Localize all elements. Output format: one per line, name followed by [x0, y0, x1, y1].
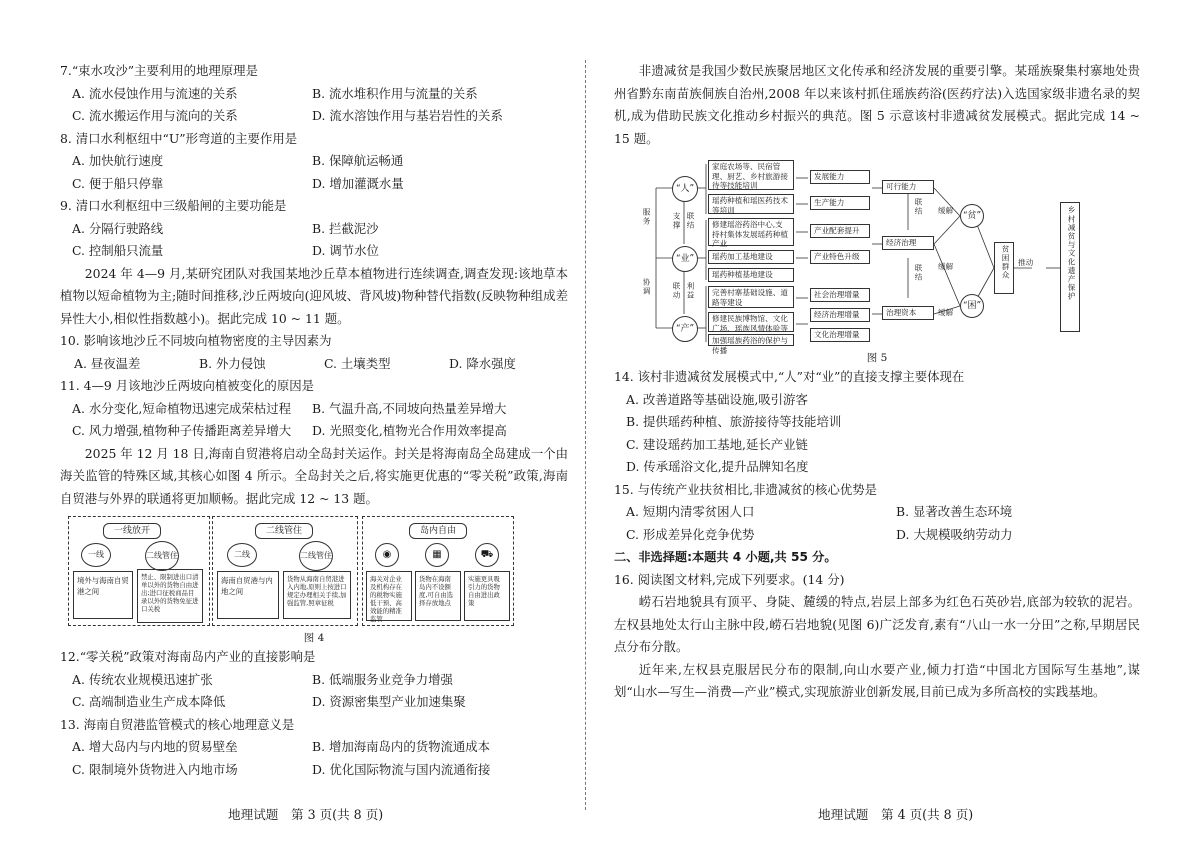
- q11-option-c: C. 风力增强,植物种子传播距离差异增大: [72, 423, 292, 438]
- fig4-panel-2-title: 二线管住: [255, 523, 313, 539]
- q11-option-a: A. 水分变化,短命植物迅速完成荣枯过程: [72, 400, 292, 416]
- right-footer: 地理试题 第 4 页(共 8 页): [818, 807, 974, 822]
- q12-stem: 12.“零关税”政策对海南岛内产业的直接影响是: [60, 649, 316, 664]
- fig4-panel-1-text-a: 境外与海南自贸港之间: [73, 571, 133, 619]
- q14-option-c: C. 建设瑶药加工基地,延长产业链: [626, 436, 808, 452]
- fig4-panel-2: [212, 516, 358, 626]
- q14-stem: 14. 该村非遗减贫发展模式中,“人”对“业”的直接支撑主要体现在: [614, 369, 965, 384]
- q11-options: [72, 398, 568, 443]
- q10-stem: 10. 影响该地沙丘不同坡向植物密度的主导因素为: [60, 333, 332, 348]
- fig5-right-box-3: 治理资本: [882, 306, 934, 320]
- q13-options: [72, 736, 568, 781]
- q7-option-d: D. 流水溶蚀作用与基岩岩性的关系: [312, 108, 503, 123]
- q14-option-d: D. 传承瑶浴文化,提升品牌知名度: [626, 459, 809, 474]
- q12-option-c: C. 高端制造业生产成本降低: [72, 694, 226, 709]
- passage-12-13: 2025 年 12 月 18 日,海南自贸港将启动全岛封关运作。封关是将海南岛全岛建成一个由海关监管的特殊区域,其核心如图 4 所示。全岛封关之后,将实施更优惠的“零关税”政策,海南自贸港与外界的联通将更加顺畅。据此完成 12 ~ 13 题。: [60, 445, 568, 506]
- fig5-mid-box-3: 产业配套提升: [810, 224, 870, 238]
- q8-option-a: A. 加快航行速度: [72, 153, 164, 168]
- fig5-right-box-1: 可行能力: [882, 180, 934, 194]
- q15-options: [626, 501, 1140, 546]
- fig5-left-box-1: 家庭农场等、民宿管理、厨艺、乡村旅游接待等技能培训: [708, 160, 794, 190]
- fig5-link-label-4: 联结: [686, 212, 695, 230]
- fig5-link-label-7: 联结: [914, 198, 923, 216]
- q7-option-a: A. 流水侵蚀作用与流速的关系: [72, 85, 238, 101]
- fig5-left-box-2: 瑶药种植和瑶医药技术等培训: [708, 194, 794, 214]
- q8-stem: 8. 清口水利枢纽中“U”形弯道的主要作用是: [60, 130, 298, 146]
- fig4-panel-1-title: 一线放开: [103, 523, 161, 539]
- q13-option-d: D. 优化国际物流与国内流通衔接: [312, 761, 491, 777]
- q8-options: [72, 150, 568, 195]
- fig4-panel-3-text-c: 实施更具吸引力的货物自由进出政策: [464, 571, 510, 621]
- q8-option-d: D. 增加灌溉水量: [312, 175, 404, 191]
- cart-icon: ⛟: [475, 543, 499, 567]
- fig5-mid-box-7: 文化治理增量: [810, 328, 870, 342]
- fig5-mid-box-4: 产业特色升级: [810, 250, 870, 264]
- fig5-mid-box-5: 社会治理增量: [810, 288, 870, 302]
- q10-option-c: C. 土壤类型: [324, 355, 391, 371]
- fig5-left-box-4: 瑶药加工基地建设: [708, 250, 794, 264]
- fig5-link-label-5: 联动: [672, 282, 681, 300]
- fig5-left-box-6: 完善村寨基础设施、道路等建设: [708, 286, 794, 308]
- fig5-link-label-3: 支撑: [672, 212, 681, 230]
- passage-14-15: 非遗减贫是我国少数民族聚居地区文化传承和经济发展的重要引擎。某瑶族聚集村寨地处贵州省黔东南苗族侗族自治州,2008 年以来该村抓住瑶族药浴(医药疗法)入选国家级非遗名录的契机,成为借助民族文化推动乡村振兴的典范。图 5 示意该村非遗减贫发展模式。据此完成 14 ~ 15 题。: [614, 63, 1140, 146]
- fig5-left-box-8: 加强瑶族药浴的保护与传播: [708, 334, 794, 346]
- fig5-mid-box-6: 经济治理增量: [810, 308, 870, 322]
- q9-option-c: C. 控制船只流量: [72, 243, 164, 258]
- q12-option-a: A. 传统农业规模迅速扩张: [72, 671, 213, 687]
- q7-stem: 7.“束水攻沙”主要利用的地理原理是: [60, 63, 258, 78]
- fig5-node-tou: “困”: [960, 294, 984, 318]
- q10-option-d: D. 降水强度: [449, 355, 516, 371]
- q15-option-b: B. 显著改善生态环境: [896, 504, 1013, 519]
- q13-option-b: B. 增加海南岛内的货物流通成本: [312, 739, 491, 754]
- q16-paragraph-1: 崂石岩地貌具有顶平、身陡、麓缓的特点,岩层上部多为红色石英砂岩,底部为较软的泥岩。左权县地处太行山主脉中段,崂石岩地貌(见图 6)广泛发育,素有“八山一水一分田”之称,早期居民点分布分散。: [614, 594, 1140, 654]
- fig5-arrow-label-3: 缓解: [938, 308, 954, 317]
- q15-stem: 15. 与传统产业扶贫相比,非遗减贫的核心优势是: [614, 481, 878, 497]
- fig5-left-box-5: 瑶药种植基地建设: [708, 268, 794, 282]
- fig5-far-box: 贫困群众: [994, 242, 1014, 294]
- building-icon: ▦: [425, 543, 449, 567]
- fig4-panel-1-text-b: 禁止、限制进出口清单以外的货物自由进出;进口征税商品目录以外的货物免征进口关税: [137, 569, 203, 623]
- fig5-node-chan: “产”: [672, 316, 698, 342]
- q9-option-b: B. 拦截泥沙: [312, 220, 379, 236]
- q9-option-a: A. 分隔行驶路线: [72, 220, 164, 236]
- q10-option-b: B. 外力侵蚀: [199, 355, 266, 371]
- q9-option-d: D. 调节水位: [312, 243, 379, 258]
- q9-options: [72, 218, 568, 263]
- q13-stem: 13. 海南自贸港监管模式的核心地理意义是: [60, 716, 295, 732]
- figure-5: [614, 158, 1140, 355]
- figure-4: [60, 516, 568, 626]
- q8-option-b: B. 保障航运畅通: [312, 153, 404, 168]
- fig5-far-right-box: 乡村减贫与文化遗产保护: [1060, 202, 1080, 332]
- q14-option-b: B. 提供瑶药种植、旅游接待等技能培训: [626, 414, 842, 429]
- fig5-arrow-label-4: 推动: [1018, 258, 1034, 267]
- q12-option-b: B. 低端服务业竞争力增强: [312, 671, 453, 687]
- q15-option-a: A. 短期内清零贫困人口: [626, 504, 755, 519]
- fig5-link-label-6: 利益: [686, 282, 695, 300]
- fig5-left-box-3: 修建瑶浴药浴中心,支持村集体发展瑶药种植产业: [708, 218, 794, 246]
- fig4-panel-3-title: 岛内自由: [409, 523, 467, 539]
- passage-10-11: 2024 年 4—9 月,某研究团队对我国某地沙丘草本植物进行连续调查,调查发现:该地草本植物以短命植物为主;随时间推移,沙丘两坡向(迎风坡、背风坡)物种替代指数(反映物种组成差异性大小,相似性指数越小)。据此完成 10 ~ 11 题。: [60, 265, 568, 326]
- fig5-link-label-2: 协调: [642, 278, 651, 296]
- q9-stem: 9. 清口水利枢纽中三级船闸的主要功能是: [60, 198, 287, 213]
- q14-options: [626, 389, 1140, 479]
- fig5-link-label-8: 联结: [914, 264, 923, 282]
- camera-icon: ◉: [375, 543, 399, 567]
- q11-stem: 11. 4—9 月该地沙丘两坡向植被变化的原因是: [60, 378, 314, 393]
- fig4-panel-2-text-a: 海南自贸港与内地之间: [217, 571, 279, 619]
- q8-option-c: C. 便于船只停靠: [72, 175, 164, 191]
- q16-paragraph-2: 近年来,左权县克服居民分布的限制,向山水要产业,倾力打造“中国北方国际写生基地”,谋划“山水—写生—消费—产业”模式,实现旅游业创新发展,目前已成为多所高校的实践基地。: [614, 661, 1140, 699]
- q7-options: [72, 83, 568, 128]
- q7-option-b: B. 流水堆积作用与流量的关系: [312, 85, 478, 101]
- left-footer: 地理试题 第 3 页(共 8 页): [228, 807, 384, 822]
- page-divider: [585, 60, 586, 810]
- fig5-mid-box-1: 发展能力: [810, 170, 870, 184]
- q15-option-c: C. 形成差异化竞争优势: [626, 526, 755, 542]
- fig5-left-box-7: 修建民族博物馆、文化广场、瑶族风情体验等: [708, 312, 794, 332]
- q13-option-c: C. 限制境外货物进入内地市场: [72, 761, 238, 777]
- q7-option-c: C. 流水搬运作用与流向的关系: [72, 108, 238, 123]
- fig5-mid-box-2: 生产能力: [810, 196, 870, 210]
- fig5-node-ren: “人”: [672, 176, 698, 202]
- fig4-panel-1-node-a: 一线: [81, 543, 111, 567]
- q10-options: [74, 353, 568, 376]
- fig5-arrow-label-1: 缓解: [938, 206, 954, 215]
- fig5-right-box-2: 经济治理: [882, 236, 934, 250]
- left-page: [60, 60, 568, 781]
- fig5-node-ye: “业”: [672, 246, 698, 272]
- fig5-node-pin: “贫”: [960, 204, 984, 228]
- fig4-panel-2-node-a: 二线: [227, 543, 257, 567]
- fig4-panel-3: [362, 516, 514, 626]
- fig4-caption: 图 4: [303, 632, 325, 644]
- q12-options: [72, 669, 568, 714]
- fig5-arrow-label-2: 缓解: [938, 262, 954, 271]
- fig4-panel-3-text-a: 海关对企业及机构存在的税物实施低干预、高效能的精准监管: [366, 571, 412, 621]
- q13-option-a: A. 增大岛内与内地的贸易壁垒: [72, 739, 238, 754]
- fig4-panel-1: [68, 516, 210, 626]
- fig4-panel-2-node-b: 二线管住: [299, 541, 333, 571]
- fig4-panel-2-text-b: 货物从海南自贸港进入内地,原则上按进口规定办理相关手续,加强监管,照章征税: [283, 571, 351, 619]
- fig4-panel-3-text-b: 货物在海南岛内不设额度,可自由选择存放地点: [415, 571, 461, 621]
- q11-option-b: B. 气温升高,不同坡向热量差异增大: [312, 400, 507, 416]
- q12-option-d: D. 资源密集型产业加速集聚: [312, 694, 466, 709]
- fig5-caption: 图 5: [866, 352, 888, 364]
- q14-option-a: A. 改善道路等基础设施,吸引游客: [626, 391, 808, 407]
- q16-stem: 16. 阅读图文材料,完成下列要求。(14 分): [614, 571, 845, 587]
- fig4-panel-1-node-b: 二线管住: [145, 541, 179, 571]
- section-2-heading: 二、非选择题:本题共 4 小题,共 55 分。: [614, 550, 837, 564]
- q11-option-d: D. 光照变化,植物光合作用效率提高: [312, 423, 507, 438]
- q15-option-d: D. 大规模吸纳劳动力: [896, 526, 1013, 542]
- q10-option-a: A. 昼夜温差: [74, 355, 141, 371]
- fig5-link-label-1: 服务: [642, 208, 651, 226]
- right-page: [614, 60, 1140, 704]
